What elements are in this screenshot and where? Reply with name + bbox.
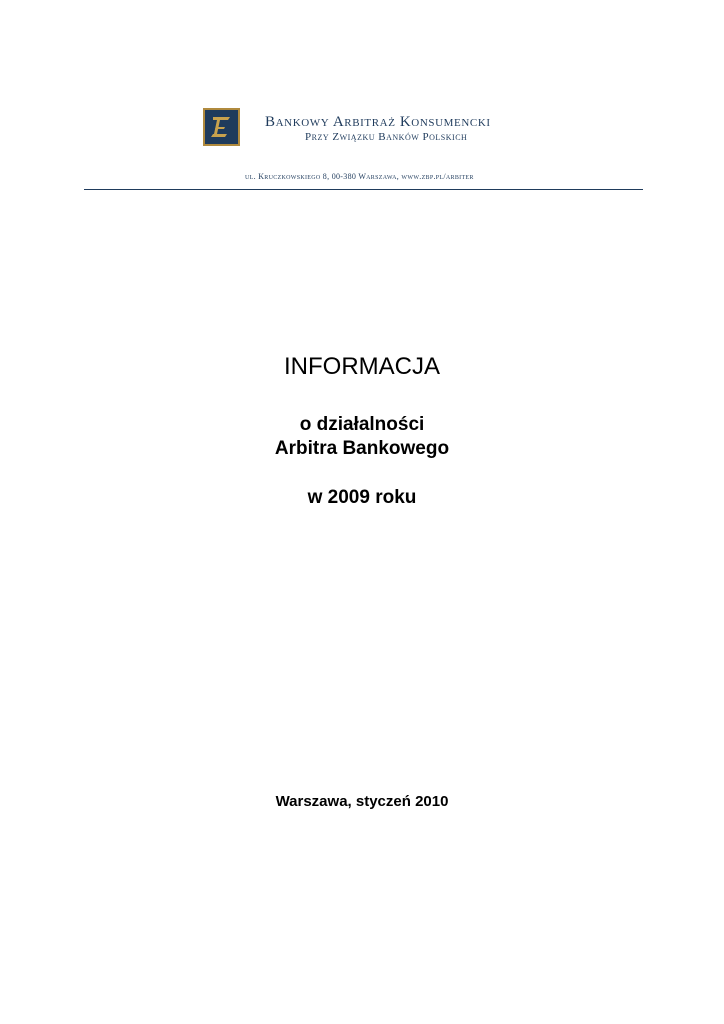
header-divider bbox=[84, 189, 643, 190]
bak-logo-icon bbox=[203, 108, 240, 146]
document-subtitle-line-2: Arbitra Bankowego bbox=[274, 438, 450, 459]
bak-monogram-icon bbox=[205, 110, 238, 144]
document-year-line: w 2009 roku bbox=[307, 487, 417, 508]
organization-affiliation: Przy Związku Banków Polskich bbox=[305, 131, 468, 143]
organization-name: Bankowy Arbitraż Konsumencki bbox=[265, 114, 491, 130]
document-subtitle-line-1: o działalności bbox=[299, 414, 425, 435]
place-and-date: Warszawa, styczeń 2010 bbox=[275, 793, 449, 810]
organization-address: ul. Kruczkowskiego 8, 00-380 Warszawa, www.zbp.pl/arbiter bbox=[245, 172, 474, 181]
document-title: INFORMACJA bbox=[284, 353, 440, 380]
